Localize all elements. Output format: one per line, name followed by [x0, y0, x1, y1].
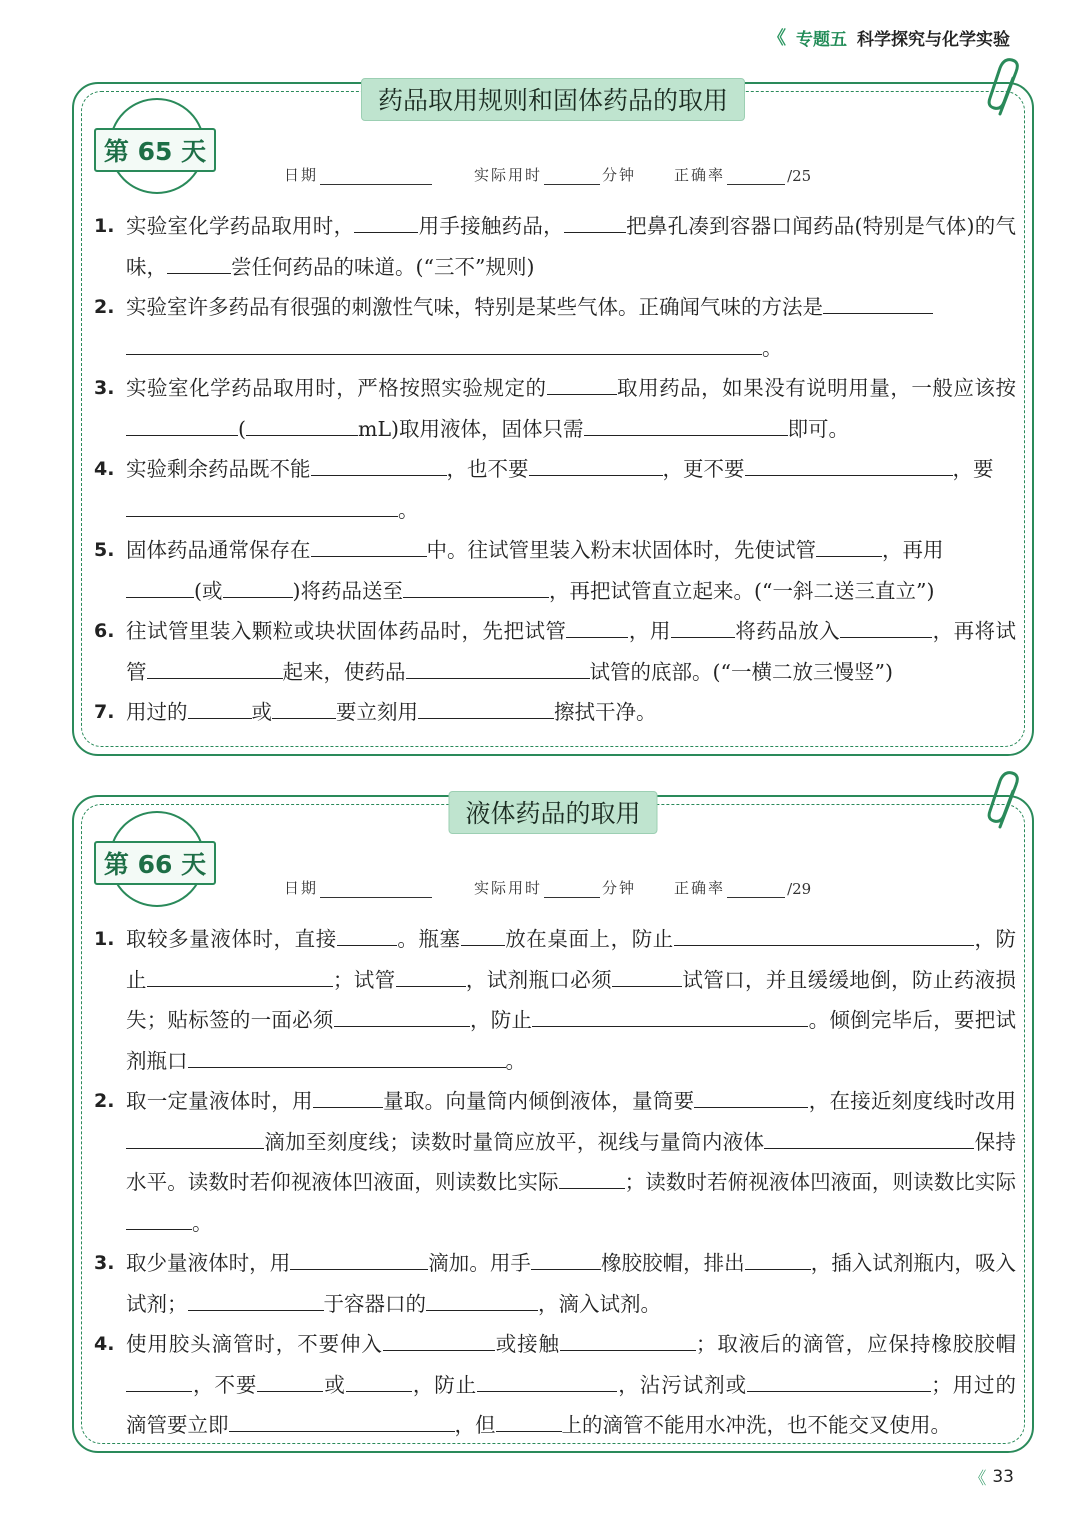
- day-65-title: 药品取用规则和固体药品的取用: [361, 78, 745, 121]
- accuracy-label: 正确率: [674, 166, 726, 184]
- answer-blank[interactable]: [188, 700, 252, 719]
- question-item: 4. 使用胶头滴管时，不要伸入 或接触 ；取液后的滴管，应保持橡胶胶帽，不要 或 ，防止 ，沾污试剂或 ；用过的滴管要立即 ，但 上的滴管不能用水冲洗，也不能交叉使用。: [94, 1324, 1016, 1446]
- answer-blank[interactable]: [745, 1251, 811, 1270]
- answer-blank[interactable]: [311, 538, 427, 557]
- answer-blank[interactable]: [426, 1292, 538, 1311]
- answer-blank[interactable]: [126, 1130, 264, 1149]
- question-item: 7. 用过的 或 要立刻用 擦拭干净。: [94, 692, 1016, 733]
- date-label: 日期: [284, 166, 319, 184]
- answer-blank[interactable]: [674, 927, 974, 946]
- answer-blank[interactable]: [354, 214, 418, 233]
- answer-blank[interactable]: [671, 619, 735, 638]
- answer-blank[interactable]: [313, 1089, 383, 1108]
- question-item: 1. 取较多量液体时，直接 。瓶塞 放在桌面上，防止 ，防止 ；试管 ，试剂瓶口必须 试管口，并且缓缓地倒，防止药液损失；贴标签的一面必须 ，防止 。倾倒完毕后，要把试剂瓶口 。: [94, 919, 1016, 1081]
- date-field[interactable]: [320, 170, 432, 185]
- day-66-label: 第 66 天: [94, 841, 216, 885]
- minutes-label: 分钟: [602, 166, 637, 184]
- question-item: 3. 实验室化学药品取用时，严格按照实验规定的 取用药品，如果没有说明用量，一般应该按( mL)取用液体，固体只需 即可。: [94, 368, 1016, 449]
- answer-blank[interactable]: [612, 968, 682, 987]
- topic-label: 专题五: [796, 29, 847, 50]
- subject-label: 科学探究与化学实验: [857, 29, 1010, 50]
- page-header: [768, 24, 1010, 50]
- day-66-questions: [94, 919, 1016, 1446]
- question-item: 3. 取少量液体时，用 滴加。用手 橡胶胶帽，排出 ，插入试剂瓶内，吸入试剂； 于容器口的 ，滴入试剂。: [94, 1243, 1016, 1324]
- answer-blank[interactable]: [147, 968, 333, 987]
- paperclip-icon: [986, 56, 1026, 120]
- day-66-card: [72, 795, 1034, 1453]
- answer-blank[interactable]: [167, 255, 231, 274]
- answer-blank[interactable]: [745, 457, 953, 476]
- question-item: 6. 往试管里装入颗粒或块状固体药品时，先把试管 ，用 将药品放入 ，再将试管 起来，使药品 试管的底部。(“一横二放三慢竖”): [94, 611, 1016, 692]
- day-66-meta: [284, 877, 811, 898]
- minutes-label: 分钟: [602, 879, 637, 897]
- day-66-badge: [94, 811, 216, 933]
- answer-blank[interactable]: [566, 619, 628, 638]
- time-field[interactable]: [544, 883, 600, 898]
- answer-blank[interactable]: [496, 1413, 562, 1432]
- chevron-left-icon: 《: [768, 28, 786, 49]
- question-number: 1.: [94, 928, 115, 950]
- answer-blank[interactable]: [816, 538, 882, 557]
- date-label: 日期: [284, 879, 319, 897]
- answer-blank[interactable]: [461, 927, 505, 946]
- day-65-meta: [284, 164, 811, 185]
- answer-blank[interactable]: [559, 1170, 625, 1189]
- answer-blank[interactable]: [257, 1373, 323, 1392]
- day-65-card: [72, 82, 1034, 756]
- answer-blank[interactable]: [126, 1373, 192, 1392]
- day-65-badge: [94, 98, 216, 220]
- answer-blank[interactable]: [403, 579, 549, 598]
- question-number: 5.: [94, 539, 115, 561]
- answer-blank[interactable]: [126, 579, 194, 598]
- answer-blank[interactable]: [126, 417, 238, 436]
- answer-blank[interactable]: [223, 579, 293, 598]
- answer-blank[interactable]: [418, 700, 554, 719]
- answer-blank[interactable]: [126, 1211, 192, 1230]
- answer-blank[interactable]: [246, 417, 358, 436]
- answer-blank[interactable]: [529, 457, 663, 476]
- answer-blank[interactable]: [229, 1413, 455, 1432]
- answer-blank[interactable]: [272, 700, 336, 719]
- answer-blank[interactable]: [337, 927, 397, 946]
- question-item: 2. 实验室许多药品有很强的刺激性气味，特别是某些气体。正确闻气味的方法是 。: [94, 287, 1016, 368]
- question-item: 1. 实验室化学药品取用时， 用手接触药品， 把鼻孔凑到容器口闻药品(特别是气体)的气味， 尝任何药品的味道。(“三不”规则): [94, 206, 1016, 287]
- answer-blank[interactable]: [823, 295, 933, 314]
- answer-blank[interactable]: [334, 1008, 470, 1027]
- answer-blank[interactable]: [126, 498, 398, 517]
- answer-blank[interactable]: [290, 1251, 428, 1270]
- day-65-label: 第 65 天: [94, 128, 216, 172]
- time-field[interactable]: [544, 170, 600, 185]
- time-used-label: 实际用时: [474, 879, 543, 897]
- answer-blank[interactable]: [147, 660, 283, 679]
- answer-blank[interactable]: [531, 1251, 601, 1270]
- answer-blank[interactable]: [477, 1373, 617, 1392]
- answer-blank[interactable]: [747, 1373, 931, 1392]
- chevron-left-icon: 《: [969, 1469, 987, 1489]
- question-number: 4.: [94, 458, 115, 480]
- answer-blank[interactable]: [532, 1008, 808, 1027]
- accuracy-field[interactable]: [727, 170, 785, 185]
- answer-blank[interactable]: [547, 376, 617, 395]
- day-65-questions: [94, 206, 1016, 733]
- paperclip-icon: [986, 769, 1026, 833]
- answer-blank[interactable]: [383, 1332, 495, 1351]
- page-number: 33: [992, 1466, 1014, 1487]
- question-item: 4. 实验剩余药品既不能 ，也不要 ，更不要 ，要 。: [94, 449, 1016, 530]
- accuracy-label: 正确率: [674, 879, 726, 897]
- total-score: /25: [787, 167, 812, 185]
- question-number: 6.: [94, 620, 115, 642]
- answer-blank[interactable]: [840, 619, 932, 638]
- answer-blank[interactable]: [584, 417, 788, 436]
- answer-blank[interactable]: [188, 1292, 324, 1311]
- page-footer: [969, 1464, 1014, 1489]
- time-used-label: 实际用时: [474, 166, 543, 184]
- answer-blank[interactable]: [126, 336, 762, 355]
- answer-blank[interactable]: [560, 1332, 696, 1351]
- answer-blank[interactable]: [694, 1089, 808, 1108]
- question-item: 2. 取一定量液体时，用 量取。向量筒内倾倒液体，量筒要 ，在接近刻度线时改用滴加至刻度线；读数时量筒应放平，视线与量筒内液体 保持水平。读数时若仰视液体凹液面，则读数比实际 ；读数时若俯视液体凹液面，则读数比实际。: [94, 1081, 1016, 1243]
- date-field[interactable]: [320, 883, 432, 898]
- question-number: 4.: [94, 1333, 115, 1355]
- answer-blank[interactable]: [764, 1130, 974, 1149]
- accuracy-field[interactable]: [727, 883, 785, 898]
- question-item: 5. 固体药品通常保存在 中。往试管里装入粉末状固体时，先使试管 ，再用 (或 )将药品送至 ，再把试管直立起来。(“一斜二送三直立”): [94, 530, 1016, 611]
- answer-blank[interactable]: [396, 968, 466, 987]
- answer-blank[interactable]: [406, 660, 590, 679]
- question-number: 2.: [94, 1090, 115, 1112]
- day-66-title: 液体药品的取用: [448, 791, 657, 834]
- answer-blank[interactable]: [188, 1049, 506, 1068]
- total-score: /29: [787, 880, 812, 898]
- answer-blank[interactable]: [346, 1373, 412, 1392]
- answer-blank[interactable]: [564, 214, 626, 233]
- question-number: 3.: [94, 1252, 115, 1274]
- question-number: 7.: [94, 701, 115, 723]
- question-number: 3.: [94, 377, 115, 399]
- answer-blank[interactable]: [311, 457, 447, 476]
- question-number: 1.: [94, 215, 115, 237]
- question-number: 2.: [94, 296, 115, 318]
